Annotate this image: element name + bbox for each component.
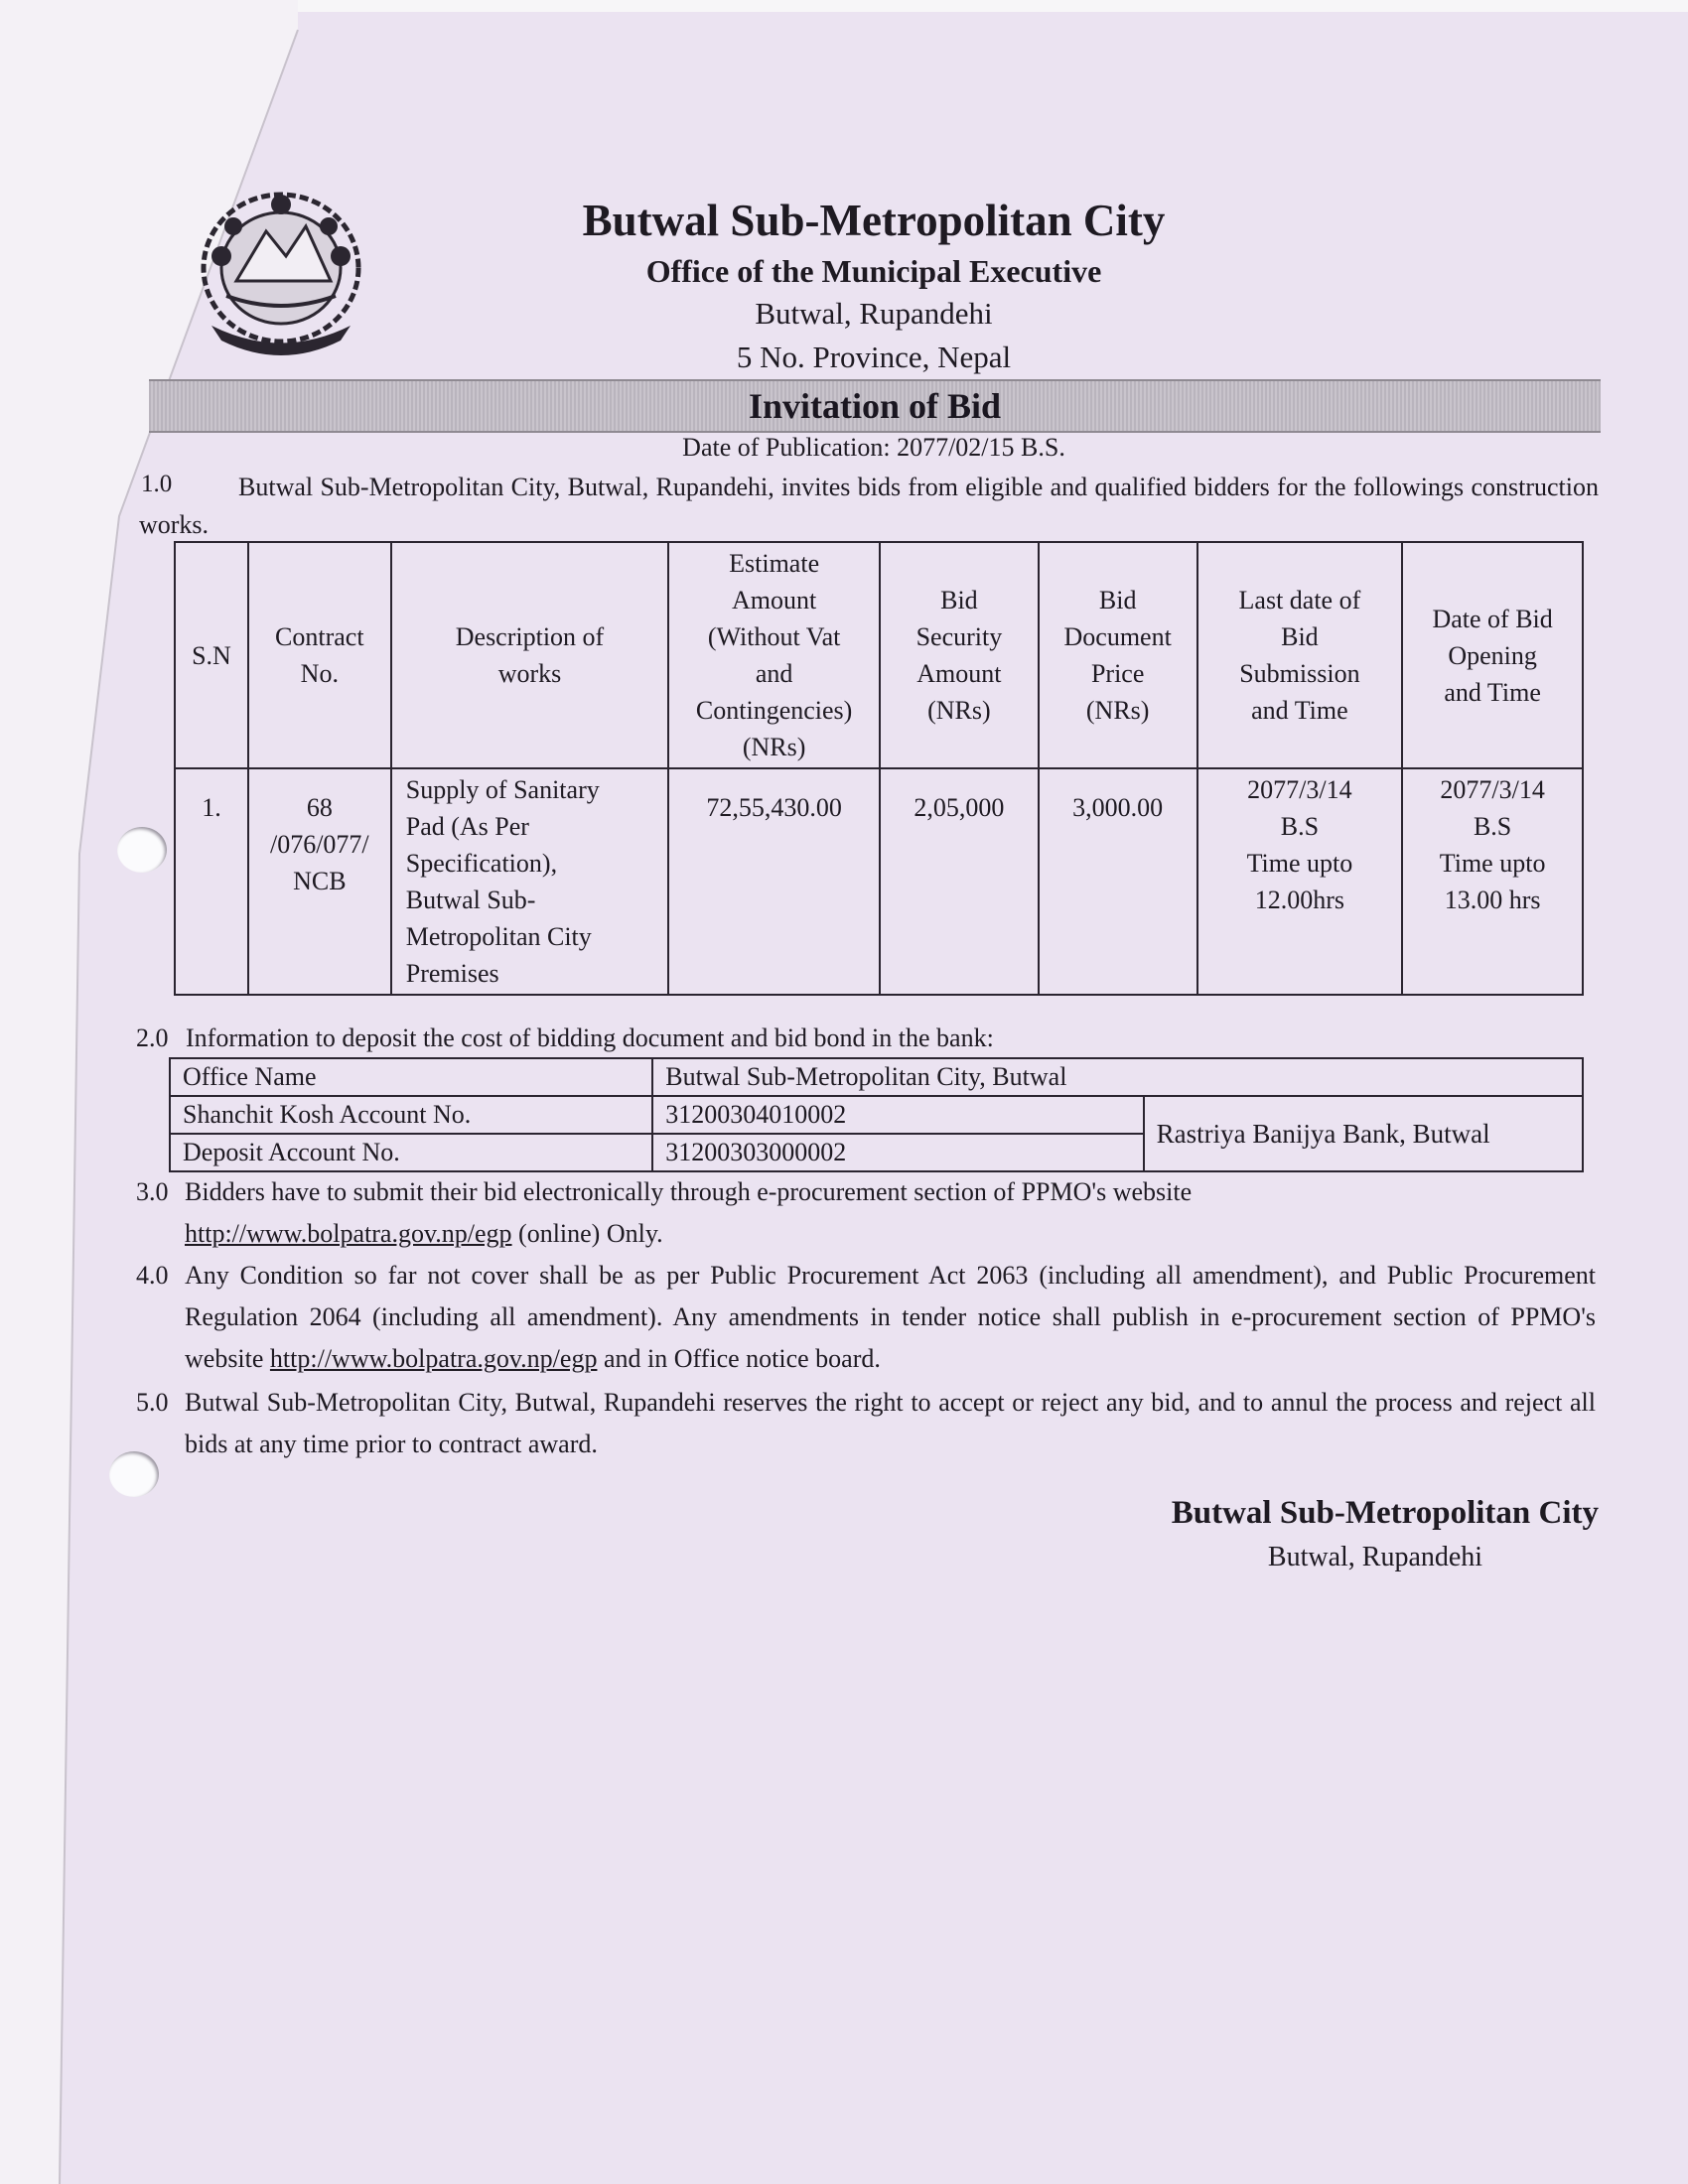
section-number: 2.0 <box>136 1024 169 1052</box>
section-4-text <box>185 1255 1596 1380</box>
cell-sn: 1. <box>175 768 248 995</box>
header-line: and Time <box>1444 677 1541 707</box>
cell-line: 68 <box>306 793 333 822</box>
office-name-label: Office Name <box>170 1058 652 1096</box>
notice-title: Invitation of Bid <box>748 386 1002 426</box>
section-5 <box>136 1382 1596 1465</box>
header-line: Contingencies) <box>695 696 853 725</box>
header-security <box>880 542 1039 768</box>
bank-info-table <box>169 1057 1584 1172</box>
header-line: Amount <box>732 586 817 614</box>
cell-line: 2077/3/14 <box>1247 775 1352 804</box>
section-2 <box>136 1018 1596 1059</box>
nepal-emblem-logo <box>192 187 370 355</box>
header-line: (NRs) <box>742 733 806 761</box>
cell-line: B.S <box>1280 812 1320 841</box>
table-row <box>170 1058 1583 1096</box>
cell-line: Time upto <box>1439 849 1546 878</box>
header-line: Date of Bid <box>1432 604 1553 633</box>
section-4-body: Any Condition so far not cover shall be as per Public Procurement Act 2063 (including all amendment), and Public Procurement Regulation 2064 (including all amendment). Any amendments in tender notice shall publish in e-procurement section of PPMO's website <box>185 1261 1596 1373</box>
cell-line: Butwal Sub- <box>405 886 536 914</box>
deposit-account-value: 31200303000002 <box>652 1134 1143 1171</box>
cell-line: B.S <box>1473 812 1512 841</box>
publication-date: Date of Publication: 2077/02/15 B.S. <box>682 433 1065 462</box>
title-banner <box>149 379 1601 433</box>
cell-line: Metropolitan City <box>405 922 592 951</box>
header-line: (Without Vat <box>707 622 841 651</box>
header-line: Bid <box>1281 622 1319 651</box>
egp-link[interactable]: http://www.bolpatra.gov.np/egp <box>269 1344 598 1373</box>
cell-line: 2077/3/14 <box>1440 775 1545 804</box>
cell-security: 2,05,000 <box>880 768 1039 995</box>
header-line: Amount <box>916 659 1002 688</box>
table-header-row <box>175 542 1583 768</box>
cell-line: Premises <box>405 959 499 988</box>
egp-link[interactable]: http://www.bolpatra.gov.np/egp <box>185 1219 512 1248</box>
header-line: and Time <box>1251 696 1348 725</box>
cell-opening <box>1402 768 1583 995</box>
header-opening <box>1402 542 1583 768</box>
header-doc-price <box>1039 542 1197 768</box>
header-line: Bid <box>1098 586 1137 614</box>
signature-location: Butwal, Rupandehi <box>1267 1542 1483 1572</box>
bank-name: Rastriya Banijya Bank, Butwal <box>1144 1096 1583 1171</box>
header-line: Opening <box>1448 640 1537 670</box>
province-line: 5 No. Province, Nepal <box>736 340 1012 374</box>
cell-line: Supply of Sanitary <box>405 775 600 804</box>
cell-line: Specification), <box>405 849 558 878</box>
cell-line: /076/077/ <box>269 830 369 859</box>
cell-contract <box>248 768 391 995</box>
header-line: Submission <box>1239 659 1360 688</box>
office-subtitle: Office of the Municipal Executive <box>645 253 1102 289</box>
section-5-text: Butwal Sub-Metropolitan City, Butwal, Rupandehi reserves the right to accept or reject any bid, and to annul the process and reject all bids at any time prior to contract award. <box>185 1388 1596 1458</box>
header-line: Contract <box>275 622 364 651</box>
header-line: No. <box>300 659 339 688</box>
header-line: and <box>755 659 793 688</box>
header-line: Description of <box>455 622 605 651</box>
section-3-text <box>185 1171 1596 1255</box>
header-line: Bid <box>940 586 978 614</box>
header-line: Security <box>915 622 1003 651</box>
cell-last-date <box>1197 768 1403 995</box>
header-contract <box>248 542 391 768</box>
bid-table <box>174 541 1584 996</box>
cell-line: Time upto <box>1246 849 1353 878</box>
signature-org: Butwal Sub-Metropolitan City <box>1171 1495 1599 1531</box>
location-line: Butwal, Rupandehi <box>755 296 993 331</box>
punch-hole <box>109 1451 159 1497</box>
header-description <box>391 542 669 768</box>
header-line: Document <box>1063 622 1172 651</box>
header-line: works <box>497 659 562 688</box>
shanchit-kosh-value: 31200304010002 <box>652 1096 1143 1134</box>
header-line: (NRs) <box>927 696 991 725</box>
header-line: Estimate <box>729 549 820 578</box>
cell-line: NCB <box>293 867 347 895</box>
section-number: 1.0 <box>141 471 173 497</box>
cell-doc-price: 3,000.00 <box>1039 768 1197 995</box>
header-estimate <box>668 542 880 768</box>
shanchit-kosh-label: Shanchit Kosh Account No. <box>170 1096 652 1134</box>
office-name-value: Butwal Sub-Metropolitan City, Butwal <box>652 1058 1583 1096</box>
section-number: 3.0 <box>136 1177 169 1206</box>
section-3-suffix: (online) Only. <box>511 1219 663 1248</box>
cell-line: 12.00hrs <box>1254 886 1345 914</box>
cell-line: Pad (As Per <box>405 812 529 841</box>
header-line: Last date of <box>1238 586 1361 614</box>
section-number: 5.0 <box>136 1388 169 1417</box>
section-number: 4.0 <box>136 1261 169 1290</box>
section-3 <box>136 1171 1596 1255</box>
section-3-body: Bidders have to submit their bid electronically through e-procurement section of PPMO's website <box>185 1177 1193 1206</box>
section-4 <box>136 1255 1596 1380</box>
header-line: Price <box>1090 659 1145 688</box>
cell-description <box>391 768 669 995</box>
punch-hole <box>117 827 167 873</box>
header-sn: S.N <box>175 542 248 768</box>
header-last-date <box>1197 542 1403 768</box>
org-title: Butwal Sub-Metropolitan City <box>582 196 1166 245</box>
table-row <box>170 1096 1583 1134</box>
section-1-text: Butwal Sub-Metropolitan City, Butwal, Rupandehi, invites bids from eligible and qualified bidders for the followings construction works. <box>139 473 1599 539</box>
cell-line: 13.00 hrs <box>1444 886 1541 914</box>
header-line: (NRs) <box>1085 696 1150 725</box>
section-4-suffix: and in Office notice board. <box>597 1344 881 1373</box>
table-row <box>175 768 1583 995</box>
section-2-text: Information to deposit the cost of bidding document and bid bond in the bank: <box>186 1024 994 1052</box>
cell-estimate: 72,55,430.00 <box>668 768 880 995</box>
deposit-account-label: Deposit Account No. <box>170 1134 652 1171</box>
